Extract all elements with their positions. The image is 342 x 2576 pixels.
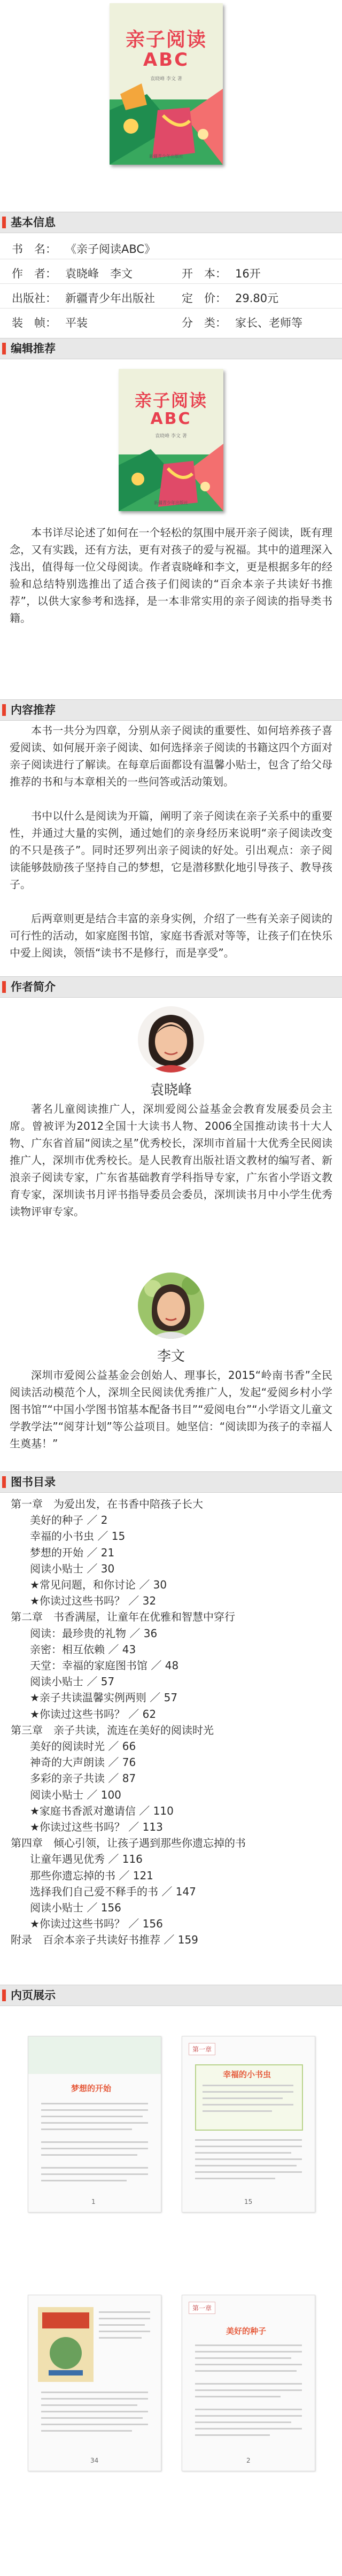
toc-entry: 幸福的小书虫 ／ 15 bbox=[30, 1530, 126, 1542]
cover-authors: 袁晓峰 李文 著 bbox=[155, 434, 187, 439]
section-header-editor-recommend bbox=[0, 338, 342, 359]
info-value: 家长、老师等 bbox=[235, 317, 302, 329]
info-value: 29.80元 bbox=[235, 292, 279, 305]
book-cover-image-2 bbox=[119, 369, 223, 511]
toc-entry: 选择我们自己爱不释手的书 ／ 147 bbox=[30, 1885, 196, 1898]
toc-entry: ★你读过这些书吗？ ／ 62 bbox=[30, 1708, 157, 1721]
toc-chapter: 第二章 书香满屋，让童年在优雅和智慧中穿行 bbox=[11, 1610, 235, 1623]
section-title: 作者简介 bbox=[11, 981, 56, 993]
info-value: 《亲子阅读ABC》 bbox=[65, 243, 156, 256]
section-accent-bar bbox=[2, 217, 6, 228]
cover-topline bbox=[115, 9, 217, 15]
info-value: 16开 bbox=[235, 267, 261, 280]
info-key: 开 本： bbox=[182, 267, 227, 280]
info-row-binding bbox=[0, 309, 342, 333]
section-accent-bar bbox=[2, 343, 6, 354]
preview-page-heading: 幸福的小书虫 bbox=[223, 2070, 271, 2079]
preview-highlight-box bbox=[195, 2064, 303, 2131]
section-header-content-recommend bbox=[0, 699, 342, 721]
cover-title-abc: ABC bbox=[150, 410, 192, 428]
content-paragraph-2: 书中以什么是阅读为开篇，阐明了亲子阅读在亲子关系中的重要性，并通过大量的实例，通过她们的亲身经历来说明“亲子阅读改变的不只是孩子”。同时还罗列出亲子阅读的好处。引出观点：亲子阅读能够鼓励孩子坚持自己的梦想，它是潜移默化地引导孩子、教导孩子。 bbox=[10, 809, 332, 891]
preview-chapter-tag: 第一章 bbox=[189, 2302, 215, 2314]
toc-entry: 阅读小贴士 ／ 30 bbox=[30, 1562, 115, 1575]
author-portrait-yuan bbox=[138, 1006, 204, 1073]
section-title: 图书目录 bbox=[11, 1476, 56, 1488]
section-accent-bar bbox=[2, 1476, 6, 1488]
toc-entry: 阅读小贴士 ／ 156 bbox=[30, 1901, 121, 1914]
section-accent-bar bbox=[2, 704, 6, 716]
section-header-basic-info bbox=[0, 212, 342, 233]
preview-page-number: 2 bbox=[246, 2457, 251, 2464]
toc-entry: 神奇的大声朗读 ／ 76 bbox=[30, 1756, 136, 1769]
page-header-band bbox=[28, 2037, 161, 2074]
toc-entry: ★你读过这些书吗？ ／ 156 bbox=[30, 1917, 163, 1930]
info-value: 袁晓峰 李文 bbox=[65, 267, 133, 280]
preview-page-heading: 梦想的开始 bbox=[71, 2084, 112, 2093]
content-paragraph-3: 后两章则更是结合丰富的亲身实例，介绍了一些有关亲子阅读的可行性的活动，如家庭图书馆，家庭书香派对等等，让孩子们在快乐中爱上阅读，领悟“读书不是修行，而是享受”。 bbox=[10, 912, 332, 959]
editor-recommend-paragraph: 本书详尽论述了如何在一个轻松的氛围中展开亲子阅读，既有理念，又有实践，还有方法，更有对孩子的爱与祝福。其中的道理深入浅出，值得每一位父母阅读。作者袁晓峰和李文，更是根据多年的经验和总结特别选推出了适合孩子们阅读的“百余本亲子共读好书推荐”，以供大家参考和选择，是一本非常实用的亲子阅读的指导类书籍。 bbox=[10, 526, 332, 624]
portrait-image bbox=[138, 1006, 204, 1073]
toc-entry: ★常见问题，和你讨论 ／ 30 bbox=[30, 1578, 167, 1591]
preview-page bbox=[182, 2295, 315, 2471]
cover-publisher: 新疆青少年出版社 bbox=[149, 154, 183, 159]
toc-entry: 让童年遇见优秀 ／ 116 bbox=[30, 1853, 143, 1865]
info-value: 平装 bbox=[65, 317, 88, 329]
author-bio-li: 深圳市爱阅公益基金会创始人、理事长，2015“岭南书香”全民阅读活动模范个人，深圳全民阅读优秀推广人，发起“爱阅乡村小学图书馆”“中国小学图书馆基本配备书目”“爱阅电台”“小学语文儿童文学教学法”“阅芽计划”等公益项目。她坚信：“阅读即为孩子的幸福人生奠基！” bbox=[10, 1369, 332, 1450]
content-paragraph-1: 本书一共分为四章，分别从亲子阅读的重要性、如何培养孩子喜爱阅读、如何展开亲子阅读、如何选择亲子阅读的书籍这四个方面对亲子阅读进行了解读。在每章后面都设有温馨小贴士，包含了给父母推荐的书和与本章相关的一些问答或活动策划。 bbox=[10, 724, 332, 788]
cover-title: 亲子阅读 bbox=[125, 29, 207, 51]
section-header-preview bbox=[0, 1985, 342, 2006]
cover-title: 亲子阅读 bbox=[134, 390, 207, 411]
preview-page bbox=[28, 2036, 161, 2212]
author-portrait-li bbox=[138, 1272, 204, 1339]
toc-chapter: 第四章 倾心引领，让孩子遇到那些你遗忘掉的书 bbox=[11, 1837, 246, 1849]
section-title: 编辑推荐 bbox=[11, 342, 56, 355]
info-row-title bbox=[0, 235, 342, 259]
section-title: 基本信息 bbox=[11, 216, 56, 229]
section-title: 内容推荐 bbox=[11, 704, 56, 716]
toc-entry: 那些你遗忘掉的书 ／ 121 bbox=[30, 1869, 153, 1882]
info-row-author bbox=[0, 260, 342, 283]
toc-entry: ★你读过这些书吗？ ／ 32 bbox=[30, 1594, 157, 1607]
toc-entry: ★家庭书香派对邀请信 ／ 110 bbox=[30, 1804, 174, 1817]
toc-entry: ★你读过这些书吗？ ／ 113 bbox=[30, 1821, 163, 1833]
info-key: 分 类： bbox=[182, 317, 227, 329]
preview-book-image bbox=[38, 2307, 94, 2382]
toc-chapter: 第一章 为爱出发，在书香中陪孩子长大 bbox=[11, 1498, 203, 1510]
toc-entry: 美好的阅读时光 ／ 66 bbox=[30, 1740, 136, 1753]
section-accent-bar bbox=[2, 981, 6, 993]
preview-page-number: 1 bbox=[91, 2198, 96, 2205]
preview-page-heading: 美好的种子 bbox=[226, 2326, 267, 2336]
info-key: 定 价： bbox=[182, 292, 227, 305]
toc-chapter: 第三章 亲子共读，流连在美好的阅读时光 bbox=[11, 1724, 214, 1737]
author-name-yuan: 袁晓峰 bbox=[150, 1082, 192, 1098]
info-row-publisher bbox=[0, 284, 342, 308]
preview-page-number: 15 bbox=[244, 2198, 253, 2205]
toc-entry: 阅读小贴士 ／ 57 bbox=[30, 1675, 115, 1688]
toc-entry: 美好的种子 ／ 2 bbox=[30, 1514, 108, 1526]
info-key: 装 帧： bbox=[12, 317, 57, 329]
info-value: 新疆青少年出版社 bbox=[65, 292, 155, 305]
info-key: 书 名： bbox=[12, 243, 57, 256]
cover-title-abc: ABC bbox=[143, 49, 190, 71]
section-accent-bar bbox=[2, 1989, 6, 2001]
top-cover-area bbox=[0, 0, 342, 209]
book-cover-image bbox=[110, 3, 223, 165]
cover-authors: 袁晓峰 李文 著 bbox=[150, 76, 182, 82]
info-key: 作 者： bbox=[12, 267, 57, 280]
preview-page bbox=[182, 2036, 315, 2212]
cover-publisher: 新疆青少年出版社 bbox=[154, 500, 188, 505]
toc-entry: ★亲子共读温馨实例两则 ／ 57 bbox=[30, 1691, 178, 1704]
preview-page-number: 34 bbox=[90, 2457, 99, 2464]
toc-entry: 阅读小贴士 ／ 100 bbox=[30, 1788, 121, 1801]
preview-page bbox=[28, 2295, 161, 2471]
section-title: 内页展示 bbox=[11, 1989, 56, 2002]
toc-entry: 天堂：幸福的家庭图书馆 ／ 48 bbox=[30, 1659, 179, 1672]
second-cover-area bbox=[0, 369, 342, 524]
toc-entry: 梦想的开始 ／ 21 bbox=[30, 1546, 115, 1559]
toc-entry: 阅读：最珍贵的礼物 ／ 36 bbox=[30, 1627, 158, 1640]
author-bio-yuan: 著名儿童阅读推广人，深圳爱阅公益基金会教育发展委员会主席。曾被评为2012全国十大读书人物、2006全国推动读书十大人物、广东省首届“阅读之星”优秀校长，深圳市首届十大优秀全民阅读推广人，深圳市优秀校长。是人民教育出版社语文教材的编写者、新浪亲子阅读专家，广东省基础教育学科指导专家，广东省小学语文教育专家，深圳读书月评书指导委员会委员，深圳读书月中小学生优秀读物评审专家。 bbox=[10, 1102, 332, 1218]
toc-chapter: 附录 百余本亲子共读好书推荐 ／ 159 bbox=[11, 1933, 198, 1946]
info-key: 出版社： bbox=[12, 292, 57, 305]
toc-entry: 亲密：相互依赖 ／ 43 bbox=[30, 1643, 136, 1656]
section-header-toc bbox=[0, 1471, 342, 1493]
portrait-image bbox=[138, 1272, 204, 1339]
preview-chapter-tag: 第一章 bbox=[189, 2043, 215, 2055]
author-name-li: 李文 bbox=[157, 1348, 185, 1364]
section-header-author-intro bbox=[0, 976, 342, 998]
toc-entry: 多彩的亲子共读 ／ 87 bbox=[30, 1772, 136, 1785]
